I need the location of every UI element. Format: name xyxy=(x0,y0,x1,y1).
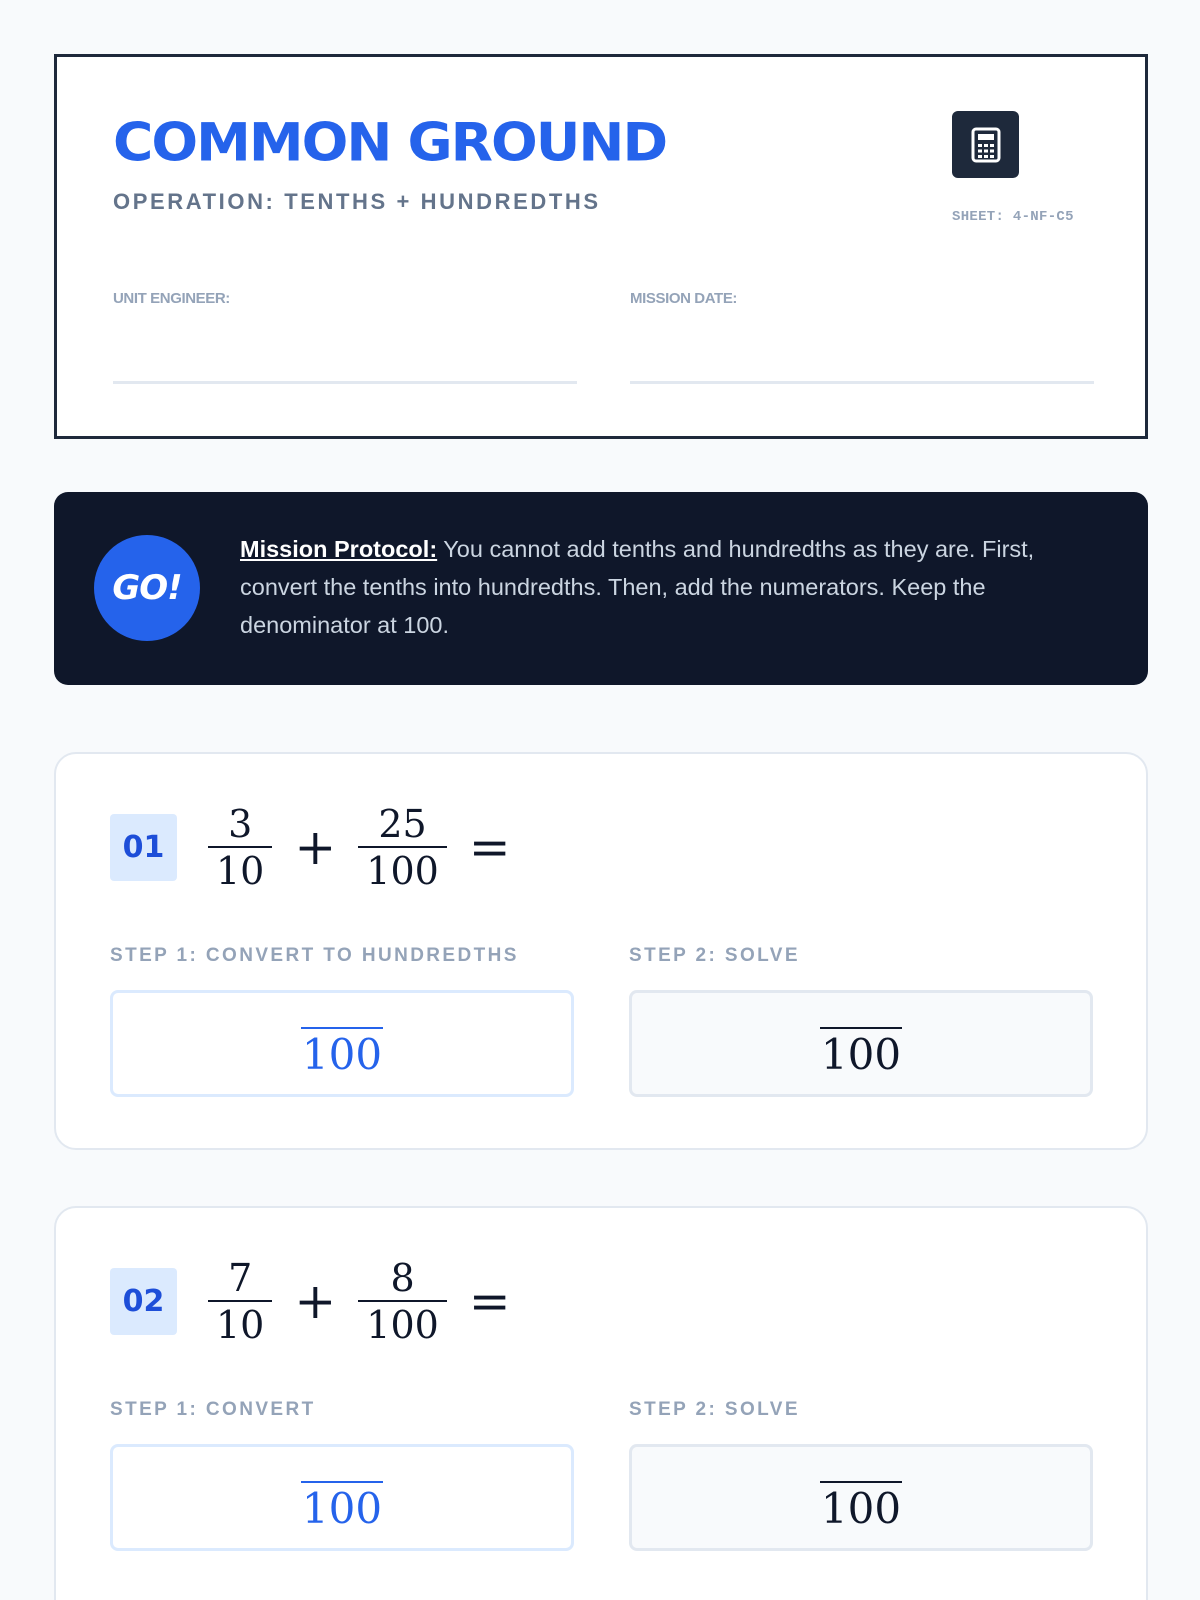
denominator: 10 xyxy=(216,1302,265,1347)
fraction-hundredths xyxy=(358,1257,447,1346)
blank-fraction xyxy=(301,1027,383,1079)
fraction-bar xyxy=(301,1027,383,1029)
step2-answer-box[interactable] xyxy=(629,1444,1093,1551)
numerator: 25 xyxy=(378,801,427,846)
fraction-bar xyxy=(820,1027,902,1029)
step1-label: STEP 1: CONVERT xyxy=(110,1399,316,1420)
problem-number: 02 xyxy=(110,1268,177,1335)
step2-answer-box[interactable] xyxy=(629,990,1093,1097)
step2-label: STEP 2: SOLVE xyxy=(629,945,800,966)
numerator: 7 xyxy=(228,1255,253,1300)
fraction-bar xyxy=(358,1300,447,1302)
calculator-icon xyxy=(952,111,1019,178)
problem-equation xyxy=(208,801,511,893)
mission-date-field[interactable] xyxy=(630,381,1094,384)
unit-engineer-field[interactable] xyxy=(113,381,577,384)
problem-equation xyxy=(208,1255,511,1347)
equals-sign: = xyxy=(468,818,511,876)
blank-fraction xyxy=(820,1481,902,1533)
protocol-body: You cannot add tenths and hundredths as they are. First, convert the tenths into hundredths. Then, add the numerators. Keep the denominator at 100. xyxy=(240,536,1035,638)
page-subtitle: OPERATION: TENTHS + HUNDREDTHS xyxy=(113,189,601,214)
fraction-tenths xyxy=(208,803,272,892)
denominator: 100 xyxy=(301,1030,383,1079)
step1-answer-box[interactable] xyxy=(110,1444,574,1551)
plus-sign: + xyxy=(294,818,337,876)
equals-sign: = xyxy=(468,1272,511,1330)
denominator: 10 xyxy=(216,848,265,893)
fraction-bar xyxy=(208,1300,272,1302)
denominator: 100 xyxy=(820,1030,902,1079)
fraction-bar xyxy=(820,1481,902,1483)
problem-number: 01 xyxy=(110,814,177,881)
protocol-text xyxy=(240,530,1100,644)
blank-fraction xyxy=(820,1027,902,1079)
mission-protocol-banner xyxy=(54,492,1148,685)
problem-card xyxy=(54,1206,1148,1600)
fraction-bar xyxy=(301,1481,383,1483)
go-badge: GO! xyxy=(94,535,200,641)
fraction-tenths xyxy=(208,1257,272,1346)
denominator: 100 xyxy=(820,1484,902,1533)
denominator: 100 xyxy=(301,1484,383,1533)
blank-fraction xyxy=(301,1481,383,1533)
step1-label: STEP 1: CONVERT TO HUNDREDTHS xyxy=(110,945,519,966)
numerator: 8 xyxy=(390,1255,415,1300)
unit-engineer-label: UNIT ENGINEER: xyxy=(113,290,230,307)
mission-date-label: MISSION DATE: xyxy=(630,290,738,307)
plus-sign: + xyxy=(294,1272,337,1330)
step2-label: STEP 2: SOLVE xyxy=(629,1399,800,1420)
sheet-code: SHEET: 4-NF-C5 xyxy=(952,209,1074,225)
denominator: 100 xyxy=(366,848,439,893)
problem-card xyxy=(54,752,1148,1150)
protocol-lead: Mission Protocol: xyxy=(240,536,438,562)
numerator: 3 xyxy=(228,801,253,846)
fraction-bar xyxy=(208,846,272,848)
fraction-hundredths xyxy=(358,803,447,892)
fraction-bar xyxy=(358,846,447,848)
page-title: COMMON GROUND xyxy=(113,112,667,173)
step1-answer-box[interactable] xyxy=(110,990,574,1097)
denominator: 100 xyxy=(366,1302,439,1347)
header-card xyxy=(54,54,1148,439)
